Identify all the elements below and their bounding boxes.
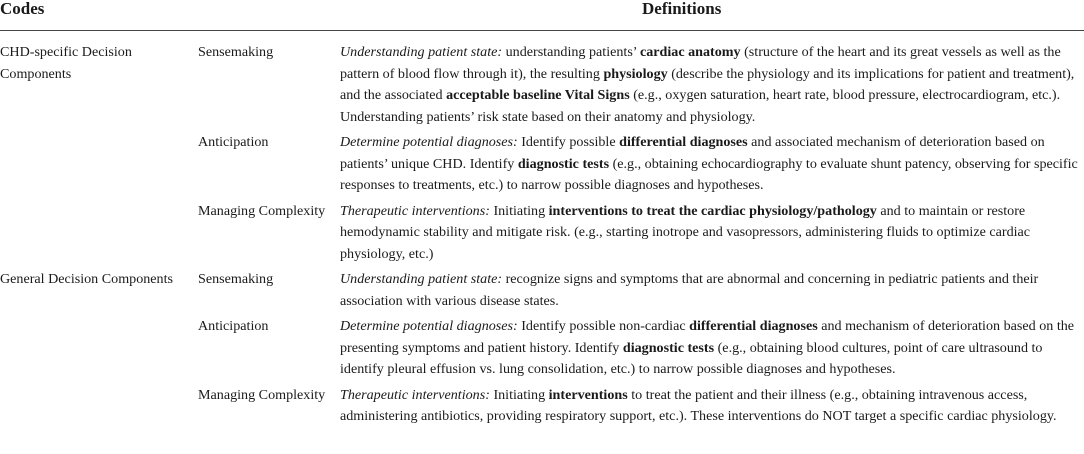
category-cell: General Decision Components (0, 271, 173, 287)
definition-cell (340, 385, 1084, 428)
header-divider (0, 30, 1084, 31)
definition-bold-term: acceptable baseline Vital Signs (446, 87, 630, 103)
codes-table (0, 42, 1084, 432)
table-row (0, 316, 1084, 381)
table-row (0, 42, 1084, 128)
definition-bold-term: differential diagnoses (619, 134, 748, 150)
definition-text: Initiating (489, 386, 549, 403)
definition-cell (340, 201, 1084, 266)
definition-cell (340, 269, 1084, 312)
component-cell: Anticipation (198, 134, 269, 150)
definition-text: Identify possible non-cardiac (517, 318, 690, 334)
component-cell: Managing Complexity (198, 202, 326, 219)
definition-text: and associated mechanism of deterioration based on patients’ unique CHD. Identify (340, 134, 1045, 172)
definition-cell (340, 42, 1084, 128)
table-header (0, 0, 1084, 27)
definition-bold-term: differential diagnoses (689, 318, 818, 334)
definition-bold-term: cardiac anatomy (639, 44, 741, 60)
definition-lead: Determine potential diagnoses: (340, 134, 518, 150)
definition-text: Identify possible (517, 134, 620, 150)
definition-lead: Therapeutic interventions: (340, 386, 490, 403)
component-cell: Managing Complexity (198, 386, 326, 403)
component-cell: Sensemaking (198, 271, 274, 287)
definition-lead: Therapeutic interventions: (340, 202, 490, 219)
codes-column-header: Codes (0, 0, 45, 18)
definition-cell (340, 316, 1084, 381)
definition-bold-term: physiology (603, 65, 668, 82)
table-row (0, 385, 1084, 428)
definition-text: (e.g., obtaining blood cultures, point of care ultrasound to identify pleural effusion vs. lung consolidation, etc.) to narrow possible diagnoses and hypotheses. (340, 339, 1043, 377)
definition-cell (340, 132, 1084, 197)
definition-text: (e.g., oxygen saturation, heart rate, blood pressure, electrocardiogram, etc.). Understanding patients’ risk state based on their anatomy and physiology. (340, 87, 1061, 125)
definition-text: (structure of the heart and its great vessels as well as the pattern of blood flow through it), the resulting (340, 44, 1061, 82)
table-row (0, 132, 1084, 197)
definition-text: and to maintain or restore hemodynamic stability and mitigate risk. (e.g., starting inotrope and vasopressors, administering fluids to optimize cardiac physiology, etc.) (340, 202, 1031, 262)
definition-bold-term: diagnostic tests (517, 155, 610, 172)
definition-text: understanding patients’ (502, 44, 640, 60)
definition-bold-term: diagnostic tests (622, 339, 715, 356)
definition-text: (e.g., obtaining echocardiography to evaluate shunt patency, observing for specific responses to treatments, etc.) to narrow possible diagnoses and hypotheses. (340, 155, 1078, 193)
definition-bold-term: interventions to treat the cardiac physiology/pathology (548, 202, 877, 219)
table-row (0, 269, 1084, 312)
definitions-column-header: Definitions (642, 0, 722, 18)
definition-text: Initiating (489, 202, 549, 219)
component-cell: Anticipation (198, 318, 269, 334)
definition-text: and mechanism of deterioration based on the presenting symptoms and patient history. Identify (340, 318, 1075, 356)
definition-text: recognize signs and symptoms that are abnormal and concerning in pediatric patients and their association with various disease states. (340, 271, 1039, 309)
definition-text: (describe the physiology and its implications for patient and treatment), and the associated (340, 65, 1075, 103)
definition-lead: Understanding patient state: (340, 271, 503, 287)
table-row (0, 201, 1084, 266)
component-cell: Sensemaking (198, 44, 274, 60)
definition-bold-term: interventions (548, 386, 628, 403)
definition-lead: Determine potential diagnoses: (340, 318, 518, 334)
category-cell: CHD-specific Decision Components (0, 44, 132, 82)
definition-text: to treat the patient and their illness (e.g., obtaining intravenous access, administering antibiotics, providing respiratory support, etc.). These interventions do NOT target a specific cardiac physiology. (340, 386, 1057, 424)
definition-lead: Understanding patient state: (340, 44, 503, 60)
